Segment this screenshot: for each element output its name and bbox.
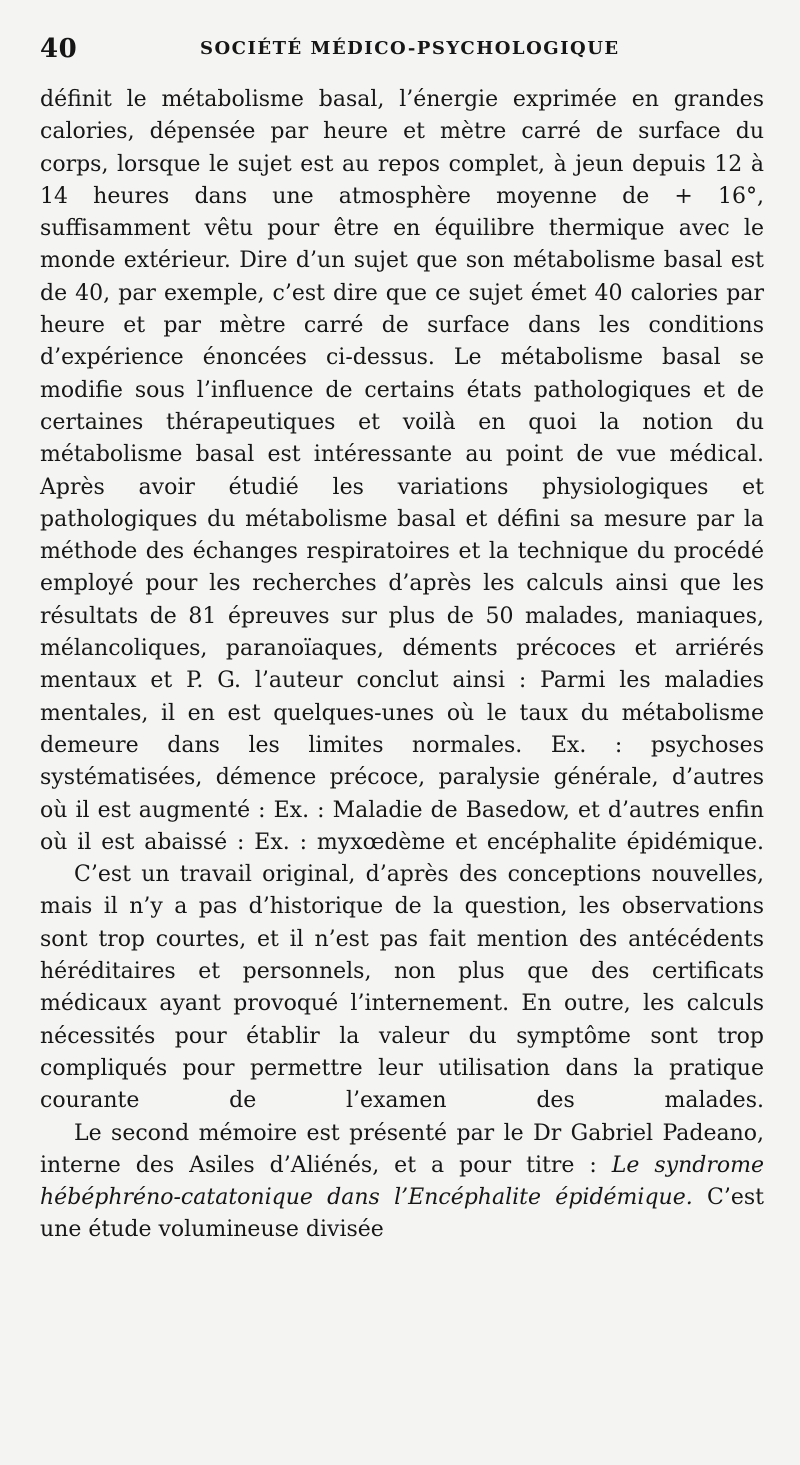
second-memoir-intro: Le second mémoire est présenté par le Dr Gabriel Padeano, interne des Asiles d’Aliénés, et a pour titre :	[40, 1120, 764, 1178]
paragraph-metabolism-definition: définit le métabolisme basal, l’énergie exprimée en grandes calories, dépensée par heure et mètre carré de surface du corps, lorsque le sujet est au repos complet, à jeun depuis 12 à 14 heures dans une atmosphère moyenne de + 16°, suffisamment vêtu pour être en équilibre thermique avec le monde extérieur. Dire d’un sujet que son métabolisme basal est de 40, par exemple, c’est dire que ce sujet émet 40 calories par heure et par mètre carré de surface dans les conditions d’expérience énoncées ci-dessus. Le métabolisme basal se modifie sous l’influence de certains états pathologiques et de certaines thérapeutiques et voilà en quoi la notion du métabolisme basal est intéressante au point de vue médical. Après avoir étudié les variations physiologiques et pathologiques du métabolisme basal et défini sa mesure par la méthode des échanges respiratoires et la technique du procédé employé pour les recherches d’après les calculs ainsi que les résultats de 81 épreuves sur plus de 50 malades, maniaques, mélancoliques, paranoïaques, déments précoces et arriérés mentaux et P. G. l’auteur conclut ainsi : Parmi les maladies mentales, il en est quelques-unes où le taux du métabolisme demeure dans les limites normales. Ex. : psychoses systématisées, démence précoce, paralysie générale, d’autres où il est augmenté : Ex. : Maladie de Basedow, et d’autres enfin où il est abaissé : Ex. : myxœdème et encéphalite épidémique.	[40, 87, 764, 855]
body-text	[40, 84, 764, 1247]
memoir-title: Le syndrome hébéphréno-catatonique dans l’Encéphalite épidémique.	[40, 1152, 764, 1211]
second-memoir-continuation: C’est une étude volumineuse divisée	[40, 1185, 764, 1243]
page-number: 40	[40, 34, 78, 64]
journal-title: SOCIÉTÉ MÉDICO-PSYCHOLOGIQUE	[200, 38, 620, 59]
running-head	[36, 28, 766, 68]
paragraph-critique: C’est un travail original, d’après des conceptions nouvelles, mais il n’y a pas d’historique de la question, les observations sont trop courtes, et il n’est pas fait mention des antécédents héréditaires et personnels, non plus que des certificats médicaux ayant provoqué l’internement. En outre, les calculs nécessités pour établir la valeur du symptôme sont trop compliqués pour permettre leur utilisation dans la pratique courante de l’examen des malades.	[40, 862, 764, 1114]
paragraph-second-memoir	[40, 1118, 764, 1247]
